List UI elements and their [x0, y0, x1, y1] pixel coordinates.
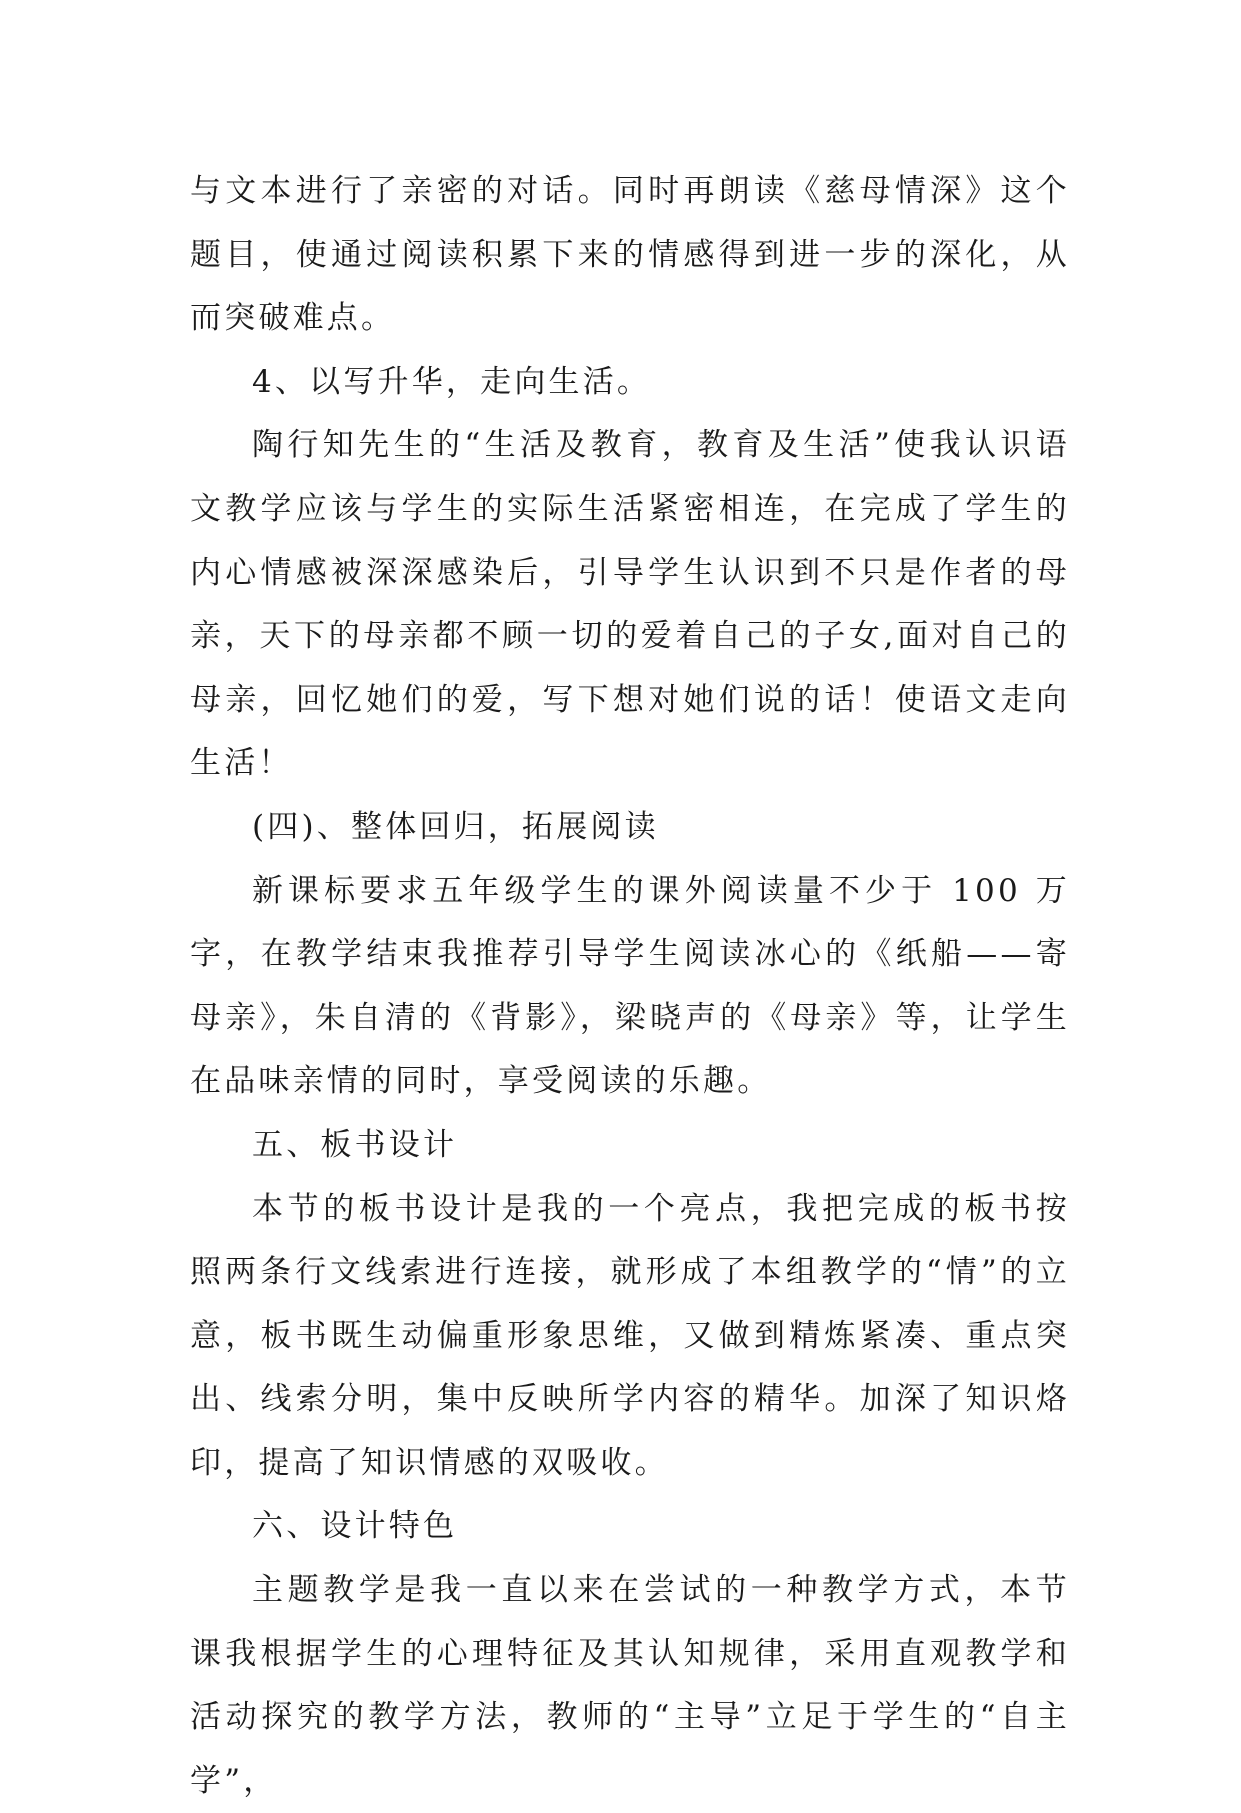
section-heading-extended-reading: (四)、整体回归，拓展阅读	[252, 808, 659, 845]
paragraph-blackboard-design: 本节的板书设计是我的一个亮点，我把完成的板书按照两条行文线索进行连接，就形成了本组教学的“情”的立意，板书既生动偏重形象思维，又做到精炼紧凑、重点突出、线索分明，集中反映所学内容的精华。加深了知识烙印，提高了知识情感的双吸收。	[190, 1190, 1070, 1481]
paragraph-reading-recommendation: 新课标要求五年级学生的课外阅读量不少于 100 万字，在教学结束我推荐引导学生阅读冰心的《纸船——寄母亲》，朱自清的《背影》，梁晓声的《母亲》等，让学生在品味亲情的同时，享受阅读的乐趣。	[190, 872, 1070, 1100]
paragraph-continuation: 与文本进行了亲密的对话。同时再朗读《慈母情深》这个题目，使通过阅读积累下来的情感得到进一步的深化，从而突破难点。	[190, 173, 1070, 337]
section-heading-blackboard-design: 五、板书设计	[252, 1126, 458, 1163]
document-body	[190, 160, 1070, 1813]
paragraph-design-features: 主题教学是我一直以来在尝试的一种教学方式，本节课我根据学生的心理特征及其认知规律，采用直观教学和活动探究的教学方法，教师的“主导”立足于学生的“自主学”，	[190, 1572, 1070, 1799]
section-heading-design-features: 六、设计特色	[252, 1508, 458, 1545]
section-heading-write-to-life: 4、以写升华，走向生活。	[252, 363, 652, 400]
paragraph-tao-xingzhi: 陶行知先生的“生活及教育，教育及生活”使我认识语文教学应该与学生的实际生活紧密相连，在完成了学生的内心情感被深深感染后，引导学生认识到不只是作者的母亲，天下的母亲都不顾一切的爱着自己的子女,面对自己的母亲，回忆她们的爱，写下想对她们说的话！使语文走向生活！	[190, 427, 1070, 782]
